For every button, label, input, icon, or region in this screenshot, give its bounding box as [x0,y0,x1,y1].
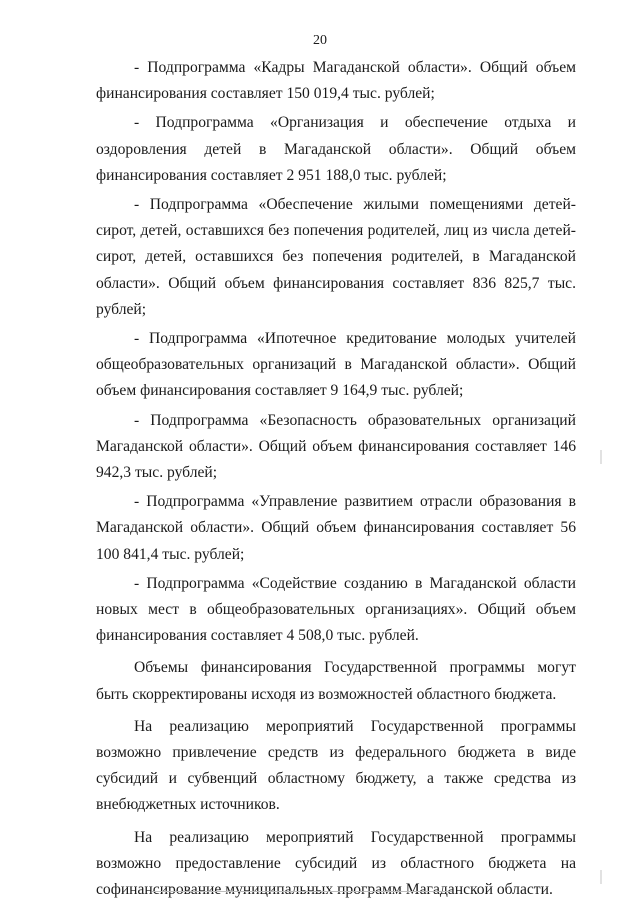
scan-edge-mark [600,870,602,884]
subprogram-item-cadres: - Подпрограмма «Кадры Магаданской области». Общий объем финансирования составляет 150 019,4 тыс. рублей; [96,59,576,103]
footer-divider [152,891,452,892]
document-body [96,55,576,909]
municipal-subsidies-paragraph: На реализацию мероприятий Государственной программы возможно предоставление субсидий из областного бюджета на софинансирование муниципальных программ Магаданской области. [96,828,576,899]
page-number: 20 [313,33,327,48]
subprogram-item-education-management: - Подпрограмма «Управление развитием отрасли образования в Магаданской области». Общий объем финансирования составляет 56 100 841,4 тыс. рублей; [96,493,576,563]
funding-adjustment-paragraph: Объемы финансирования Государственной программы могут быть скорректированы исходя из возможностей областного бюджета. [96,659,576,703]
subprogram-item-orphan-housing: - Подпрограмма «Обеспечение жилыми помещениями детей-сирот, детей, оставшихся без попечения родителей, лиц из числа детей-сирот, детей, оставшихся без попечения родителей, в Магаданской области». Общий объем финансирования составляет 836 825,7 тыс. рублей; [96,196,576,318]
subprogram-item-school-safety: - Подпрограмма «Безопасность образовательных организаций Магаданской области». Общий объем финансирования составляет 146 942,3 тыс. рублей; [96,411,576,482]
federal-funding-paragraph: На реализацию мероприятий Государственной программы возможно привлечение средств из федерального бюджета в виде субсидий и субвенций областному бюджету, а также средства из внебюджетных источников. [96,717,576,814]
subprogram-item-teacher-mortgage: - Подпрограмма «Ипотечное кредитование молодых учителей общеобразовательных организаций в Магаданской области». Общий объем финансирования составляет 9 164,9 тыс. рублей; [96,330,576,400]
subprogram-item-children-recreation: - Подпрограмма «Организация и обеспечение отдыха и оздоровления детей в Магаданской области». Общий объем финансирования составляет 2 951 188,0 тыс. рублей; [96,114,576,184]
subprogram-item-new-school-places: - Подпрограмма «Содействие созданию в Магаданской области новых мест в общеобразовательных организациях». Общий объем финансирования составляет 4 508,0 тыс. рублей. [96,574,576,645]
scan-edge-mark [600,450,602,464]
